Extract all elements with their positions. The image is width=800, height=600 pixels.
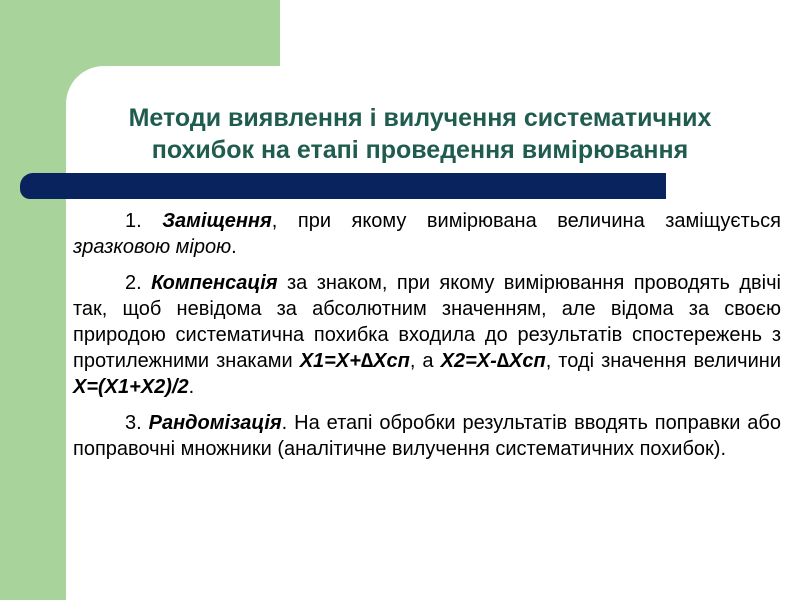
formula-x-mean: X=(X1+X2)/2 bbox=[73, 376, 189, 398]
list-item-substitution bbox=[73, 208, 781, 260]
item-term: Компенсація bbox=[151, 272, 278, 294]
green-side-strip bbox=[0, 0, 66, 600]
formula-x1-tail: Xсп bbox=[373, 350, 410, 372]
item-number: 3. bbox=[125, 412, 149, 434]
title-line-1: Методи виявлення і вилучення систематичних bbox=[128, 104, 712, 132]
title-underline-bar bbox=[20, 173, 666, 199]
slide-title bbox=[40, 102, 800, 166]
title-line-2: похибок на етапі проведення вимірювання bbox=[151, 136, 689, 164]
item-text: , тоді значення величини bbox=[545, 350, 781, 372]
delta-symbol: ∆ bbox=[360, 350, 374, 372]
content-background-top bbox=[280, 0, 800, 70]
item-number: 1. bbox=[125, 210, 163, 232]
list-item-randomization bbox=[73, 410, 781, 462]
formula-x2-tail: Xсп bbox=[509, 350, 546, 372]
delta-symbol: ∆ bbox=[496, 350, 510, 372]
item-term: Заміщення bbox=[162, 210, 272, 232]
formula-x1: X1=X+ bbox=[299, 350, 361, 372]
slide-body bbox=[73, 208, 781, 472]
item-text: за знаком, при якому вимірювання проводять двічі так, щоб невідома за абсолютним значенням, але відома за своєю природою систематична похибка входила до результатів спостережень з протилежними знаками bbox=[73, 272, 781, 372]
item-term: Рандомізація bbox=[148, 412, 282, 434]
item-number: 2. bbox=[125, 272, 152, 294]
title-bar-accent bbox=[20, 186, 70, 199]
list-item-compensation bbox=[73, 270, 781, 400]
item-text: , при якому вимірювана величина заміщується bbox=[271, 210, 781, 232]
item-text: , а bbox=[409, 350, 441, 372]
formula-x2: X2=X- bbox=[440, 350, 497, 372]
item-emphasis: зразковою мірою bbox=[73, 236, 232, 258]
item-text: . bbox=[188, 376, 195, 398]
item-text: . На етапі обробки результатів вводять поправки або поправочні множники (аналітичне вилучення систематичних похибок). bbox=[73, 412, 781, 460]
item-text: . bbox=[231, 236, 237, 258]
